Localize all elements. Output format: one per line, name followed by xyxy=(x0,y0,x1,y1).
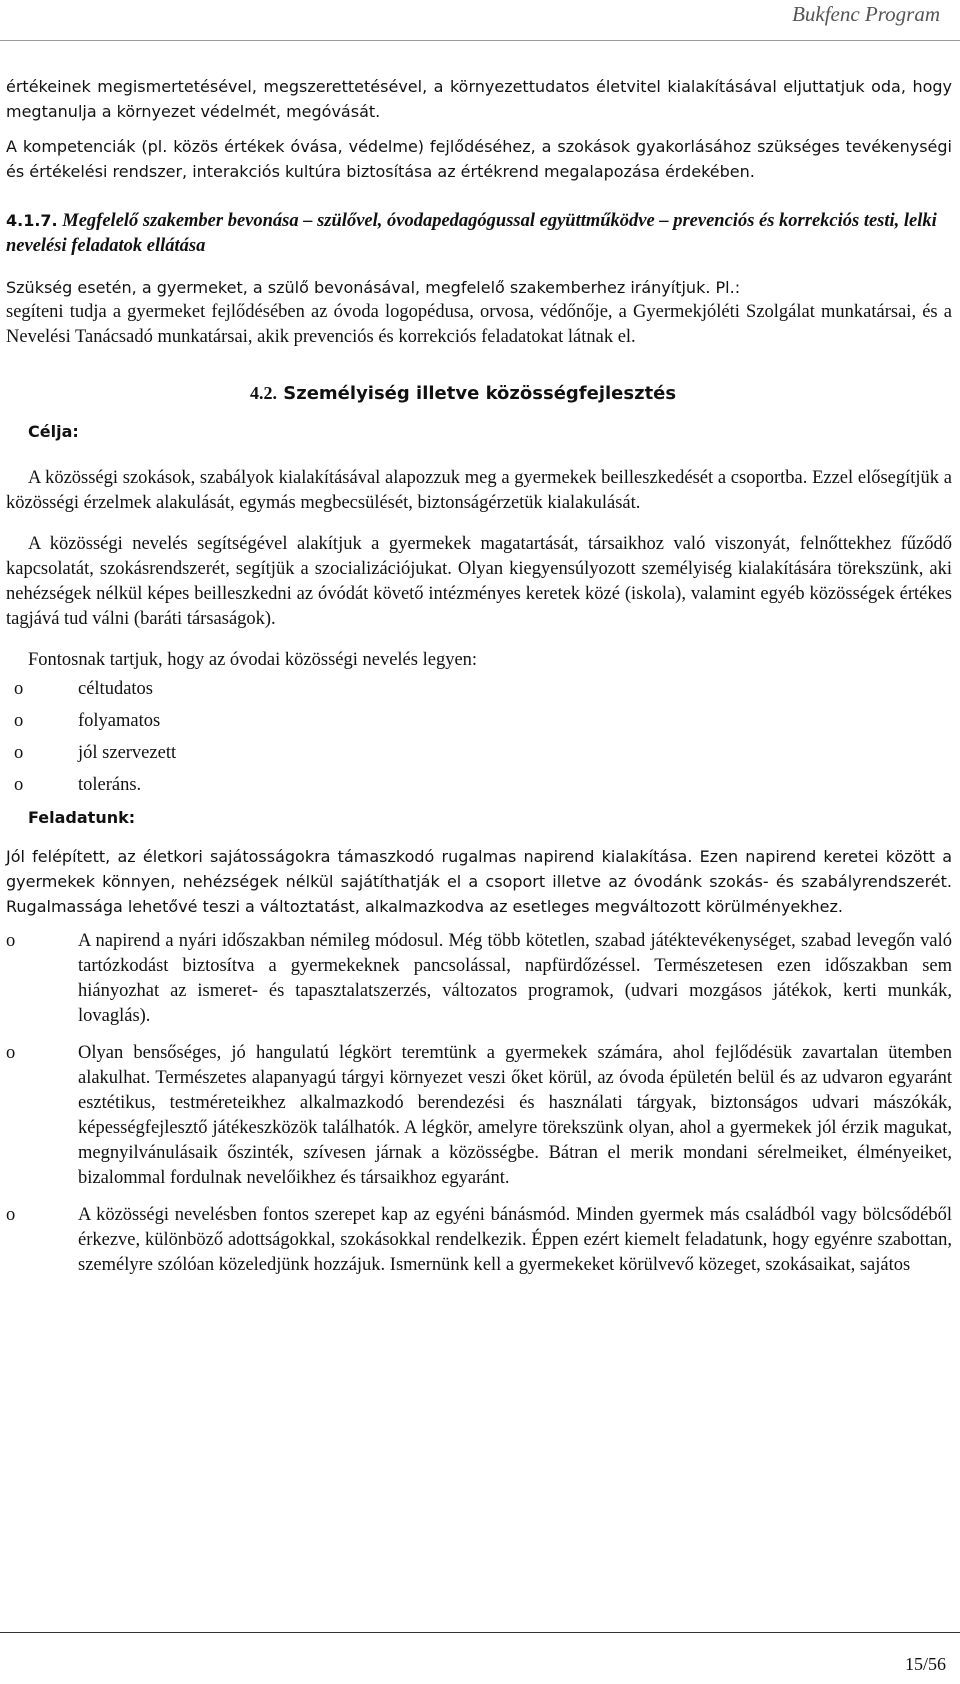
footer-divider xyxy=(0,1632,960,1633)
section-number: 4.2. xyxy=(250,383,277,403)
intro-paragraph-1: értékeinek megismertetésével, megszerettetésével, a környezettudatos életvitel kialakításával eljuttatjuk oda, hogy megtanulja a környezet védelmét, megóvását. xyxy=(6,77,952,121)
bullet-symbol: o xyxy=(6,1043,16,1063)
intro-paragraph-2: A kompetenciák (pl. közös értékek óvása, védelme) fejlődéséhez, a szokások gyakorlásához szükséges tevékenységi és értékelési rendszer, interakciós kultúra biztosítása az értékrend megalapozása érdekében. xyxy=(6,137,952,181)
list-item: o toleráns. xyxy=(6,773,952,798)
bullet-symbol: o xyxy=(14,679,24,699)
subsection-heading xyxy=(6,208,952,259)
section-title: Személyiség illetve közösségfejlesztés xyxy=(283,383,677,404)
list-item: o céltudatos xyxy=(6,677,952,702)
page-content xyxy=(6,74,952,1290)
header-title: Bukfenc Program xyxy=(792,2,940,26)
bullet-symbol: o xyxy=(14,775,24,795)
subsection-paragraph-1: Szükség esetén, a gyermeket, a szülő bevonásával, megfelelő szakemberhez irányítjuk. Pl.: xyxy=(6,278,741,297)
list-item: o jól szervezett xyxy=(6,741,952,766)
qualities-list xyxy=(6,677,952,798)
bullet-symbol: o xyxy=(14,711,24,731)
subsection-number: 4.1.7. xyxy=(6,211,58,230)
bullet-symbol: o xyxy=(6,1205,16,1225)
subsection-title: Megfelelő szakember bevonása – szülővel, óvodapedagógussal együttműködve – prevenciós és korrekciós testi, lelki nevelési feladatok ellátása xyxy=(6,211,937,256)
section-heading xyxy=(250,380,952,407)
tasks-label: Feladatunk: xyxy=(28,808,136,827)
list-item: o Olyan bensőséges, jó hangulatú légkört teremtünk a gyermekek számára, ahol fejlődésük zavartalan ütemben alakulhat. Természetes alapanyagú tárgyi környezet veszi őket körül, az óvoda épületén belül és az udvaron egyaránt esztétikus, testméreteikhez alkalmazkodó berendezési és használati tárgyak, biztonságos udvari mászókák, képességfejlesztő játékeszközök találhatók. A légkör, amelyre törekszünk olyan, ahol a gyermekek jól érzik magukat, megnyilvánulásaik őszinték, szívesen járnak a közösségbe. Bátran el merik mondani sérelmeiket, élményeiket, bizalommal fordulnak nevelőikhez és társaikhoz egyaránt. xyxy=(6,1043,952,1188)
bullet-symbol: o xyxy=(6,931,16,951)
goal-label: Célja: xyxy=(28,422,79,441)
list-item: o A közösségi nevelésben fontos szerepet kap az egyéni bánásmód. Minden gyermek más családból vagy bölcsődéből érkezve, különböző adottságokkal, szokásokkal rendelkezik. Éppen ezért kiemelt feladatunk, hogy egyénre szabottan, személyre szólóan közeledjünk hozzájuk. Ismernünk kell a gyermekeket körülvevő közeget, szokásaikat, sajátos xyxy=(6,1205,952,1275)
goal-paragraph-2: A közösségi nevelés segítségével alakítjuk a gyermekek magatartását, társaikhoz való viszonyát, felnőttekhez fűződő kapcsolatát, szokásrendszerét, segítjük a szocializációjukat. Olyan kiegyensúlyozott személyiség kialakítására törekszünk, aki nehézségek nélkül képes beilleszkedni az óvódát követő intézményes keretek közé (iskola), valamint egyéb közösségek értékes tagjává tud válni (baráti társaságok). xyxy=(6,534,952,629)
page-number: 15/56 xyxy=(904,1654,946,1674)
tasks-list xyxy=(6,929,952,1278)
page-header xyxy=(0,0,960,41)
important-intro: Fontosnak tartjuk, hogy az óvodai közösségi nevelés legyen: xyxy=(28,650,478,670)
tasks-paragraph: Jól felépített, az életkori sajátosságokra támaszkodó rugalmas napirend kialakítása. Ezen napirend keretei között a gyermekek könnyen, nehézségek nélkül sajátíthatják el a csoport illetve az óvodánk szokás- és szabályrendszerét. Rugalmassága lehetővé teszi a változtatást, alkalmazkodva az esetleges megváltozott körülményekhez. xyxy=(6,847,952,916)
goal-paragraph-1: A közösségi szokások, szabályok kialakításával alapozzuk meg a gyermekek beilleszkedését a csoportba. Ezzel elősegítjük a közösségi érzelmek alakulását, egymás megbecsülését, biztonságérzetük kialakulását. xyxy=(6,468,952,513)
list-item: o folyamatos xyxy=(6,709,952,734)
subsection-paragraph-2: segíteni tudja a gyermeket fejlődésében az óvoda logopédusa, orvosa, védőnője, a Gyermekjóléti Szolgálat munkatársai, és a Nevelési Tanácsadó munkatársai, akik prevenciós és korrekciós feladatokat látnak el. xyxy=(6,302,952,347)
bullet-symbol: o xyxy=(14,743,24,763)
list-item: o A napirend a nyári időszakban némileg módosul. Még több kötetlen, szabad játéktevékenységet, szabad levegőn való tartózkodást biztosítva a gyermekeknek pancsolással, napfürdőzéssel. Természetesen ezen időszakban sem hiányozhat az ismeret- és tapasztalatszerzés, változatos programok, (udvari mozgásos játékok, kerti munkák, lovaglás). xyxy=(6,931,952,1026)
